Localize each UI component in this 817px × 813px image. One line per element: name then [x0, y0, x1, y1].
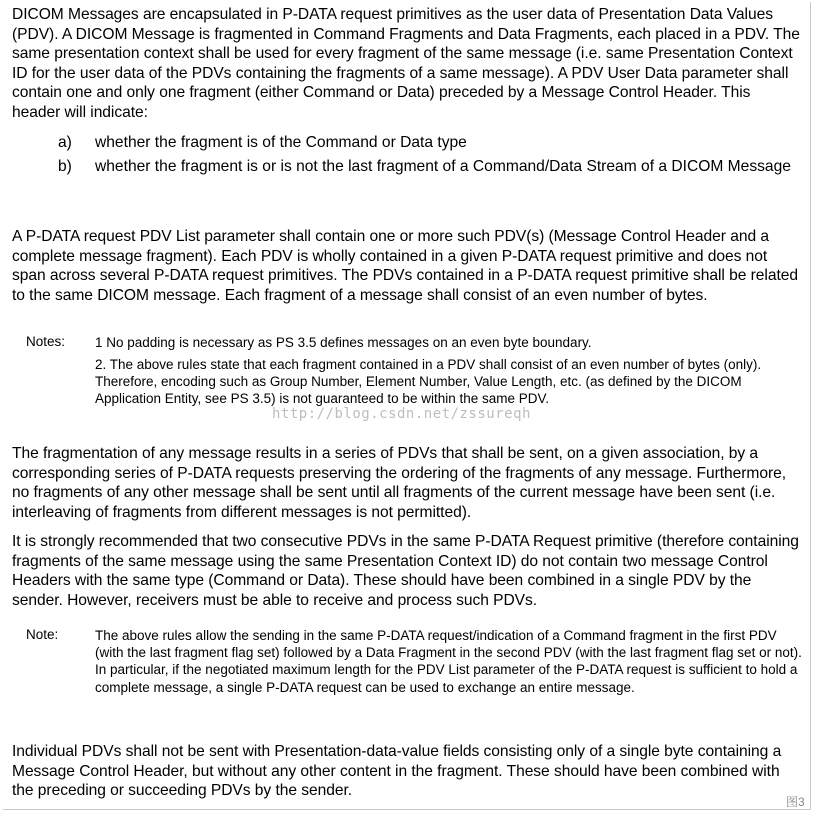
paragraph-1: DICOM Messages are encapsulated in P-DATA request primitives as the user data of Presentation Data Values (PDV). A DICOM Message is fragmented in Command Fragments and Data Fragments, each placed in a PDV. The same presentation context shall be used for every fragment of the same message (i.e. same Presentation Context ID for the user data of the PDVs containing the fragments of a same message). A PDV User Data parameter shall contain one and only one fragment (either Command or Data) preceded by a Message Control Header. This header will indicate:	[12, 6, 800, 121]
paragraph-5: Individual PDVs shall not be sent with Presentation-data-value fields consisting only of a single byte containing a Message Control Header, but without any other content in the fragment. These should have been combined with the preceding or succeeding PDVs by the sender.	[12, 743, 782, 800]
watermark: http://blog.csdn.net/zssureqh	[272, 406, 531, 422]
list-text: whether the fragment is of the Command or Data type	[95, 134, 467, 151]
list-item-b	[0, 157, 817, 197]
list-item-a	[0, 133, 817, 153]
note-label: Note:	[26, 627, 59, 642]
paragraph-2: A P-DATA request PDV List parameter shall contain one or more such PDV(s) (Message Control Header and a complete message fragment). Each PDV is wholly contained in a given P-DATA request primitive and does not span across several P-DATA request primitives. The PDVs contained in a P-DATA request primitive shall be related to the same DICOM message. Each fragment of a message shall consist of an even number of bytes.	[12, 228, 798, 304]
note-block	[0, 627, 817, 717]
list-label: a)	[58, 134, 72, 151]
paragraph-3: The fragmentation of any message results in a series of PDVs that shall be sent, on a given association, by a corresponding series of P-DATA requests preserving the ordering of the fragments of any message. Furthermore, no fragments of any other message shall be sent until all fragments of the current message have been sent (i.e. interleaving of fragments from different messages is not permitted).	[12, 445, 787, 521]
list-label: b)	[58, 158, 72, 175]
notes-block	[0, 334, 817, 414]
notes-label: Notes:	[26, 334, 66, 349]
figure-label: 图3	[786, 795, 805, 809]
paragraph-4: It is strongly recommended that two consecutive PDVs in the same P-DATA Request primitive (therefore containing fragments of the same message using the same Presentation Context ID) do not contain two message Control Headers with the same type (Command or Data). These should have been combined in a single PDV by the sender. However, receivers must be able to receive and process such PDVs.	[12, 533, 799, 609]
note-2: 2. The above rules state that each fragment contained in a PDV shall consist of an even number of bytes (only). Therefore, encoding such as Group Number, Element Number, Value Length, etc. (as defined by the DICOM Application Entity, see PS 3.5) is not guaranteed to be within the same PDV.	[95, 357, 762, 407]
list-text: whether the fragment is or is not the last fragment of a Command/Data Stream of a DICOM Message	[95, 158, 791, 175]
note-3: The above rules allow the sending in the same P-DATA request/indication of a Command fragment in the first PDV (with the last fragment flag set) followed by a Data Fragment in the second PDV (with the last fragment flag set or not). In particular, if the negotiated maximum length for the PDV List parameter of the P-DATA request is sufficient to hold a complete message, a single P-DATA request can be used to exchange an entire message.	[95, 628, 802, 695]
note-1: 1 No padding is necessary as PS 3.5 defines messages on an even byte boundary.	[95, 335, 592, 350]
